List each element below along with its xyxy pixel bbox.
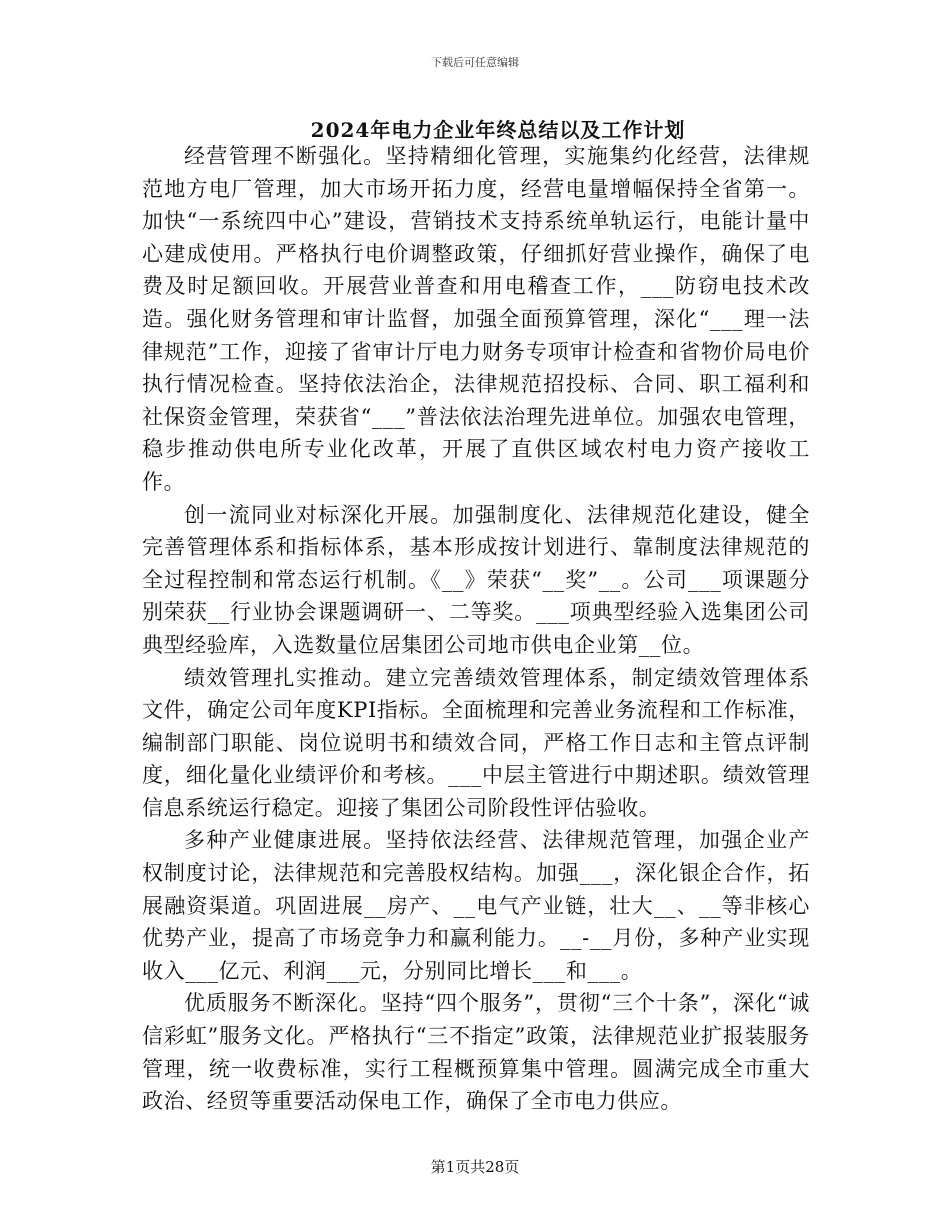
paragraph-performance: 绩效管理扎实推动。建立完善绩效管理体系，制定绩效管理体系文件，确定公司年度KPI指标。全面梳理和完善业务流程和工作标准，编制部门职能、岗位说明书和绩效合同，严格工作日志和主管点评制度，细化量化业绩评价和考核。___中层主管进行中期述职。绩效管理信息系统运行稳定。迎接了集团公司阶段性评估验收。 [142, 665, 810, 820]
paragraph-industries: 多种产业健康进展。坚持依法经营、法律规范管理，加强企业产权制度讨论，法律规范和完善股权结构。加强___，深化银企合作，拓展融资渠道。巩固进展__房产、__电气产业链，壮大__、__等非核心优势产业，提高了市场竞争力和赢利能力。__-__月份，多种产业实现收入___亿元、利润___元，分别同比增长___和___。 [142, 828, 810, 983]
page-number: 第1页共28页 [430, 1158, 520, 1176]
paragraph-benchmarking: 创一流同业对标深化开展。加强制度化、法律规范化建设，健全完善管理体系和指标体系，基本形成按计划进行、靠制度法律规范的全过程控制和常态运行机制。《__》荣获“__奖”__。公司___项课题分别荣获__行业协会课题调研一、二等奖。___项典型经验入选集团公司典型经验库，入选数量位居集团公司地市供电企业第__位。 [142, 502, 810, 657]
header-note: 下载后可任意编辑 [431, 56, 519, 69]
document-title: 2024年电力企业年终总结以及工作计划 [310, 118, 686, 142]
document-body [142, 140, 810, 1118]
paragraph-service: 优质服务不断深化。坚持“四个服务”，贯彻“三个十条”，深化“诚信彩虹”服务文化。严格执行“三不指定”政策，法律规范业扩报装服务管理，统一收费标准，实行工程概预算集中管理。圆满完成全市重大政治、经贸等重要活动保电工作，确保了全市电力供应。 [142, 991, 810, 1114]
paragraph-management: 经营管理不断强化。坚持精细化管理，实施集约化经营，法律规范地方电厂管理，加大市场开拓力度，经营电量增幅保持全省第一。加快“一系统四中心”建设，营销技术支持系统单轨运行，电能计量中心建成使用。严格执行电价调整政策，仔细抓好营业操作，确保了电费及时足额回收。开展营业普查和用电稽查工作，___防窃电技术改造。强化财务管理和审计监督，加强全面预算管理，深化“___理一法律规范”工作，迎接了省审计厅电力财务专项审计检查和省物价局电价执行情况检查。坚持依法治企，法律规范招投标、合同、职工福利和社保资金管理，荣获省“___”普法依法治理先进单位。加强农电管理，稳步推动供电所专业化改革，开展了直供区域农村电力资产接收工作。 [142, 144, 810, 494]
